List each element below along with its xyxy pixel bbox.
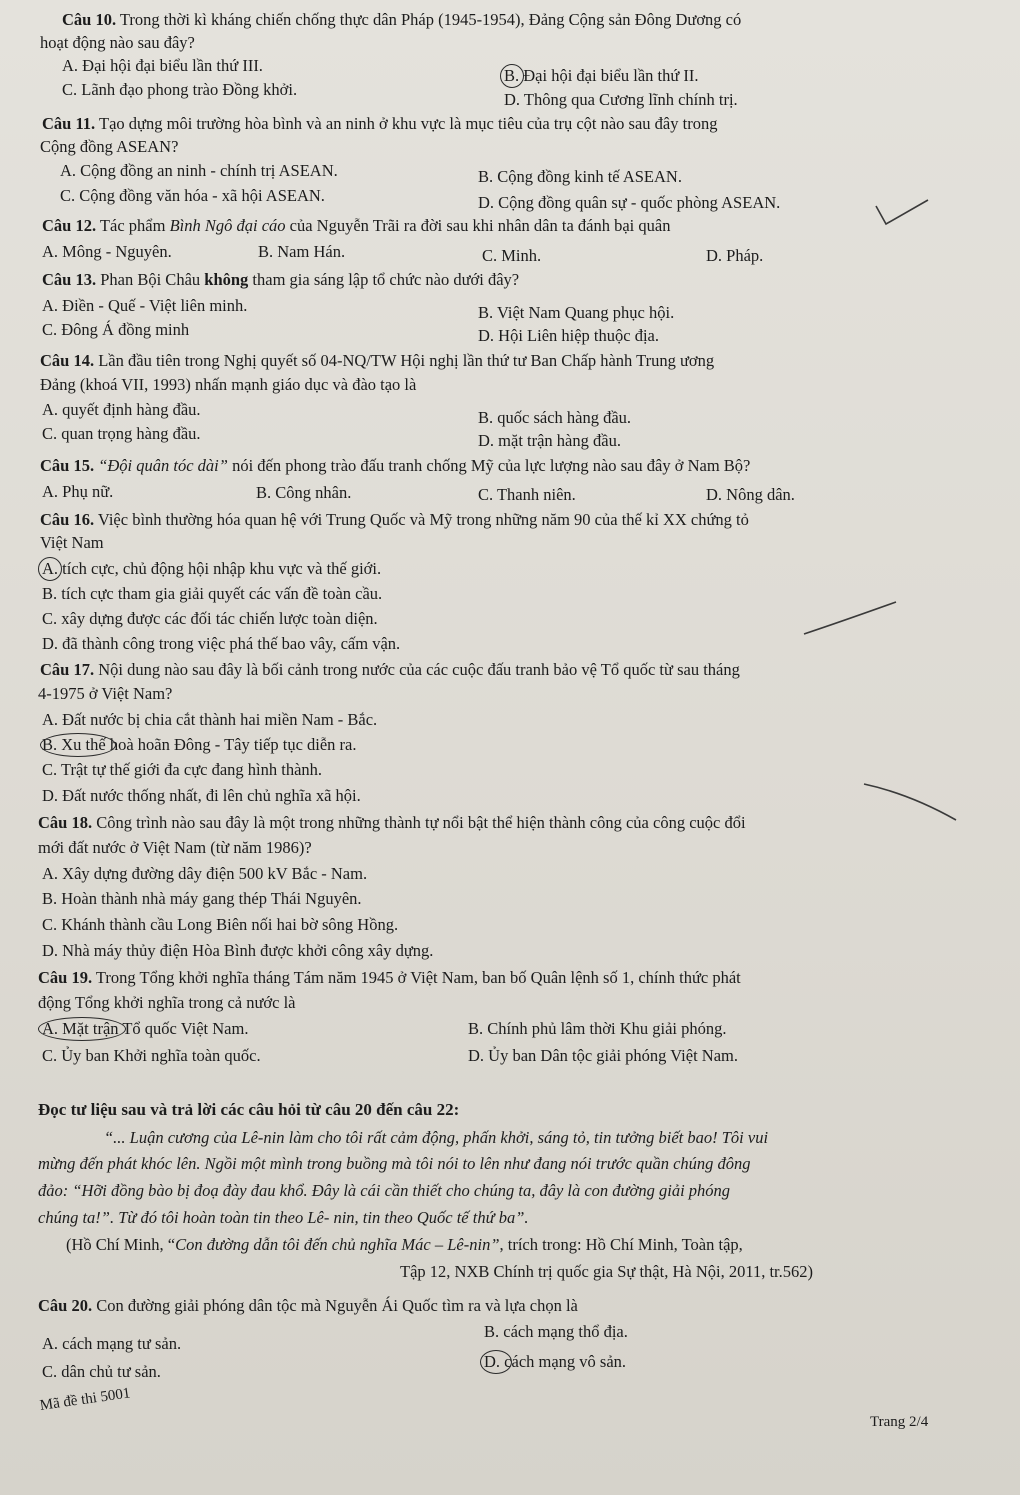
q12-option-c: C. Minh. [482,246,542,265]
q19-stem-line2: động Tổng khởi nghĩa trong cả nước là [38,993,296,1012]
q18-stem-line1 [38,813,746,833]
q19-number: Câu 19. [38,968,93,987]
q10-option-d: D. Thông qua Cương lĩnh chính trị. [504,90,738,109]
q15-option-b: B. Công nhân. [256,483,352,502]
q20-option-a: A. cách mạng tư sản. [42,1334,182,1353]
q15-option-a: A. Phụ nữ. [42,482,114,501]
q17-option-d: D. Đất nước thống nhất, đi lên chủ nghĩa xã hội. [42,786,361,805]
q14-option-a: A. quyết định hàng đầu. [42,400,201,419]
q11-option-b: B. Cộng đồng kinh tế ASEAN. [478,167,682,186]
q20-stem-line1 [38,1296,578,1316]
q11-stem-line2: Cộng đồng ASEAN? [40,137,179,156]
q18-number: Câu 18. [38,813,93,832]
q12-option-d: D. Pháp. [706,246,764,265]
q15-stem-text: nói đến phong trào đấu tranh chống Mỹ của lực lượng nào sau đây ở Nam Bộ? [227,456,751,475]
q14-option-c: C. quan trọng hàng đầu. [42,424,201,443]
q14-stem-line2: Đảng (khoá VII, 1993) nhấn mạnh giáo dục và đào tạo là [40,375,417,394]
q11-option-d: D. Cộng đồng quân sự - quốc phòng ASEAN. [478,193,781,212]
q14-option-b: B. quốc sách hàng đầu. [478,408,632,427]
q13-stem-text-a: Phan Bội Châu [96,270,205,289]
q12-stem-text-b: của Nguyễn Trãi ra đời sau khi nhân dân ta đánh bại quân [285,216,671,235]
q12-option-a: A. Mông - Nguyên. [42,242,172,261]
q18-stem-text: Công trình nào sau đây là một trong những thành tự nổi bật thể hiện thành công của công cuộc đổi [92,813,746,832]
q13-number: Câu 13. [42,270,97,289]
q20-option-d: D. cách mạng vô sản. [484,1352,627,1371]
answer-circle-q10-b [500,64,524,88]
q20-option-b: B. cách mạng thổ địa. [484,1322,628,1341]
answer-circle-q17-b [40,733,116,757]
check-mark-q11 [872,196,932,236]
q10-stem-text: Trong thời kì kháng chiến chống thực dân Pháp (1945-1954), Đảng Cộng sản Đông Dương có [116,10,742,29]
q14-option-d: D. mặt trận hàng đầu. [478,431,621,450]
q16-option-c: C. xây dựng được các đối tác chiến lược toàn diện. [42,609,378,628]
q20-number: Câu 20. [38,1296,93,1315]
q19-stem-line1 [38,968,741,988]
q17-stem-text: Nội dung nào sau đây là bối cảnh trong nước của các cuộc đấu tranh bảo vệ Tổ quốc từ sau tháng [94,660,740,679]
q19-option-c: C. Ủy ban Khởi nghĩa toàn quốc. [42,1046,261,1065]
q16-stem-line2: Việt Nam [40,533,104,552]
q20-option-c: C. dân chủ tư sản. [42,1362,161,1381]
q18-option-d: D. Nhà máy thủy điện Hòa Bình được khởi công xây dựng. [42,941,434,960]
q16-stem-text: Việc bình thường hóa quan hệ với Trung Quốc và Mỹ trong những năm 90 của thế kỉ XX chứng tỏ [94,510,749,529]
q18-option-b: B. Hoàn thành nhà máy gang thép Thái Nguyên. [42,889,362,908]
q16-option-d: D. đã thành công trong việc phá thế bao vây, cấm vận. [42,634,401,653]
q15-quote: “Đội quân tóc dài” [94,456,228,475]
q10-number: Câu 10. [62,10,117,29]
passage-line-1: “... Luận cương của Lê-nin làm cho tôi rất cảm động, phấn khởi, sáng tỏ, tin tưởng biết bao! Tôi vui [104,1128,769,1147]
q16-option-a: A. tích cực, chủ động hội nhập khu vực và thế giới. [42,559,382,578]
q13-stem-text-b: tham gia sáng lập tổ chức nào dưới đây? [248,270,520,289]
q19-option-d: D. Ủy ban Dân tộc giải phóng Việt Nam. [468,1046,738,1065]
q15-stem-line1 [40,456,750,476]
q15-option-c: C. Thanh niên. [478,485,576,504]
q12-option-b: B. Nam Hán. [258,242,346,261]
q13-negation: không [204,270,249,289]
q20-stem-text: Con đường giải phóng dân tộc mà Nguyễn Ái Quốc tìm ra và lựa chọn là [92,1296,578,1315]
source-author: (Hồ Chí Minh, “ [66,1235,176,1254]
q17-stem-line2: 4-1975 ở Việt Nam? [38,684,173,703]
passage-source-2: Tập 12, NXB Chính trị quốc gia Sự thật, Hà Nội, 2011, tr.562) [400,1262,813,1281]
q11-stem-line1 [42,114,717,134]
q14-number: Câu 14. [40,351,95,370]
exam-code: Mã đề thi 5001 [38,1385,132,1414]
q19-stem-text: Trong Tổng khởi nghĩa tháng Tám năm 1945 ở Việt Nam, ban bố Quân lệnh số 1, chính thức phát [92,968,741,987]
q16-option-b: B. tích cực tham gia giải quyết các vấn đề toàn cầu. [42,584,383,603]
q10-option-b: B. Đại hội đại biểu lần thứ II. [504,66,699,85]
q10-option-c: C. Lãnh đạo phong trào Đồng khởi. [62,80,298,99]
q16-stem-line1 [40,510,749,530]
answer-circle-q16-a [38,557,62,581]
q13-option-d: D. Hội Liên hiệp thuộc địa. [478,326,660,345]
q17-option-c: C. Trật tự thế giới đa cực đang hình thành. [42,760,323,779]
q13-option-c: C. Đông Á đồng minh [42,320,190,339]
answer-circle-q19-a [38,1017,126,1041]
check-mark-q17 [860,778,960,828]
passage-line-2: mừng đến phát khóc lên. Ngồi một mình trong buồng mà tôi nói to lên như đang nói trước quần chúng đông [38,1154,751,1173]
q13-stem-line1 [42,270,519,290]
q13-option-a: A. Điền - Quế - Việt liên minh. [42,296,248,315]
q12-stem-text-a: Tác phẩm [96,216,170,235]
q19-option-b: B. Chính phủ lâm thời Khu giải phóng. [468,1019,727,1038]
q11-number: Câu 11. [42,114,96,133]
q17-option-a: A. Đất nước bị chia cắt thành hai miền Nam - Bắc. [42,710,378,729]
q18-stem-line2: mới đất nước ở Việt Nam (từ năm 1986)? [38,838,312,857]
q13-option-b: B. Việt Nam Quang phục hội. [478,303,675,322]
passage-line-4: chúng ta!”. Từ đó tôi hoàn toàn tin theo Lê- nin, tin theo Quốc tế thứ ba”. [38,1208,529,1227]
q17-option-b: B. Xu thế hoà hoãn Đông - Tây tiếp tục diễn ra. [42,735,357,754]
q18-option-c: C. Khánh thành cầu Long Biên nối hai bờ sông Hồng. [42,915,399,934]
passage-source-1 [66,1235,743,1255]
q17-stem-line1 [40,660,740,680]
source-collection: , trích trong: Hồ Chí Minh, Toàn tập, [499,1235,743,1254]
source-title: Con đường dẫn tôi đến chủ nghĩa Mác – Lê-nin” [175,1235,500,1254]
q12-work-title: Bình Ngô đại cáo [169,216,286,235]
q10-option-a: A. Đại hội đại biểu lần thứ III. [62,56,263,75]
q14-stem-text: Lần đầu tiên trong Nghị quyết số 04-NQ/TW Hội nghị lần thứ tư Ban Chấp hành Trung ương [94,351,715,370]
q12-stem-line1 [42,216,670,236]
q11-option-c: C. Cộng đồng văn hóa - xã hội ASEAN. [60,186,325,205]
answer-circle-q20-d [480,1350,512,1374]
q11-stem-text: Tạo dựng môi trường hòa bình và an ninh ở khu vực là mục tiêu của trụ cột nào sau đây trong [95,114,718,133]
q18-option-a: A. Xây dựng đường dây điện 500 kV Bắc - Nam. [42,864,368,883]
q15-number: Câu 15. [40,456,95,475]
passage-line-3: đảo: “Hỡi đồng bào bị đoạ đày đau khổ. Đây là cái cần thiết cho chúng ta, đây là con đường giải phóng [38,1181,731,1200]
check-mark-q16 [800,596,900,646]
passage-heading: Đọc tư liệu sau và trả lời các câu hỏi từ câu 20 đến câu 22: [38,1100,460,1119]
q12-number: Câu 12. [42,216,97,235]
q16-number: Câu 16. [40,510,95,529]
q19-option-a: A. Mặt trận Tổ quốc Việt Nam. [42,1019,249,1038]
q17-number: Câu 17. [40,660,95,679]
q14-stem-line1 [40,351,714,371]
page-number: Trang 2/4 [870,1414,929,1430]
q10-stem-line1 [62,10,741,30]
q15-option-d: D. Nông dân. [706,485,795,504]
q11-option-a: A. Cộng đồng an ninh - chính trị ASEAN. [60,161,338,180]
q10-stem-line2: hoạt động nào sau đây? [40,33,195,52]
